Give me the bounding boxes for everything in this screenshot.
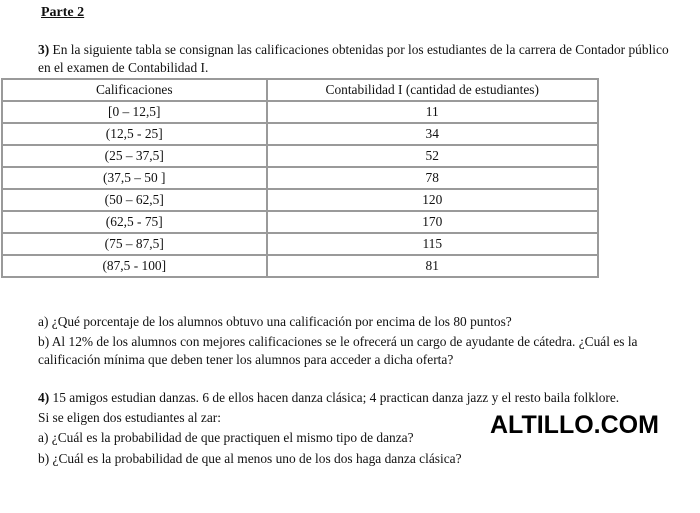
question-4-text: 15 amigos estudian danzas. 6 de ellos hacen danza clásica; 4 practican danza jazz y el resto baila folklore. <box>52 390 620 405</box>
table-row <box>2 255 598 277</box>
question-4-number: 4) <box>38 390 50 405</box>
question-4-intro <box>38 389 678 407</box>
table-cell-count: 81 <box>267 255 599 277</box>
table-row <box>2 123 598 145</box>
question-4a: a) ¿Cuál es la probabilidad de que practiquen el mismo tipo de danza? <box>38 430 414 445</box>
part-title: Parte 2 <box>41 5 85 20</box>
table-cell-interval: (37,5 – 50 ] <box>2 167 267 189</box>
table-cell-interval: (62,5 - 75] <box>2 211 267 233</box>
question-3-intro <box>38 41 678 77</box>
table-cell-count: 34 <box>267 123 599 145</box>
table-row <box>2 211 598 233</box>
altillo-watermark: ALTILLO.COM <box>490 411 659 439</box>
table-row <box>2 167 598 189</box>
table-header-students: Contabilidad I (cantidad de estudiantes) <box>267 79 599 101</box>
question-3b: b) Al 12% de los alumnos con mejores calificaciones se le ofrecerá un cargo de ayudante de cátedra. ¿Cuál es la calificación mínima que deben tener los alumnos para acceder a dicha oferta? <box>38 334 638 367</box>
table-cell-interval: (12,5 - 25] <box>2 123 267 145</box>
table-cell-interval: (75 – 87,5] <box>2 233 267 255</box>
table-cell-interval: (25 – 37,5] <box>2 145 267 167</box>
question-3-text: En la siguiente tabla se consignan las calificaciones obtenidas por los estudiantes de la carrera de Contador público en el examen de Contabilidad I. <box>38 42 669 75</box>
table-cell-interval: (50 – 62,5] <box>2 189 267 211</box>
table-cell-count: 115 <box>267 233 599 255</box>
table-header-row <box>2 79 598 101</box>
table-row <box>2 101 598 123</box>
grades-table <box>1 78 599 278</box>
table-cell-count: 11 <box>267 101 599 123</box>
table-cell-count: 78 <box>267 167 599 189</box>
table-row <box>2 189 598 211</box>
table-header-grades: Calificaciones <box>2 79 267 101</box>
table-row <box>2 145 598 167</box>
question-4-subtext: Si se eligen dos estudiantes al zar: <box>38 410 221 425</box>
table-cell-interval: [0 – 12,5] <box>2 101 267 123</box>
question-3-number: 3) <box>38 42 50 57</box>
question-3a: a) ¿Qué porcentaje de los alumnos obtuvo una calificación por encima de los 80 puntos? <box>38 314 512 329</box>
table-row <box>2 233 598 255</box>
table-cell-count: 52 <box>267 145 599 167</box>
table-cell-count: 120 <box>267 189 599 211</box>
question-4b: b) ¿Cuál es la probabilidad de que al menos uno de los dos haga danza clásica? <box>38 451 462 466</box>
table-cell-interval: (87,5 - 100] <box>2 255 267 277</box>
table-cell-count: 170 <box>267 211 599 233</box>
